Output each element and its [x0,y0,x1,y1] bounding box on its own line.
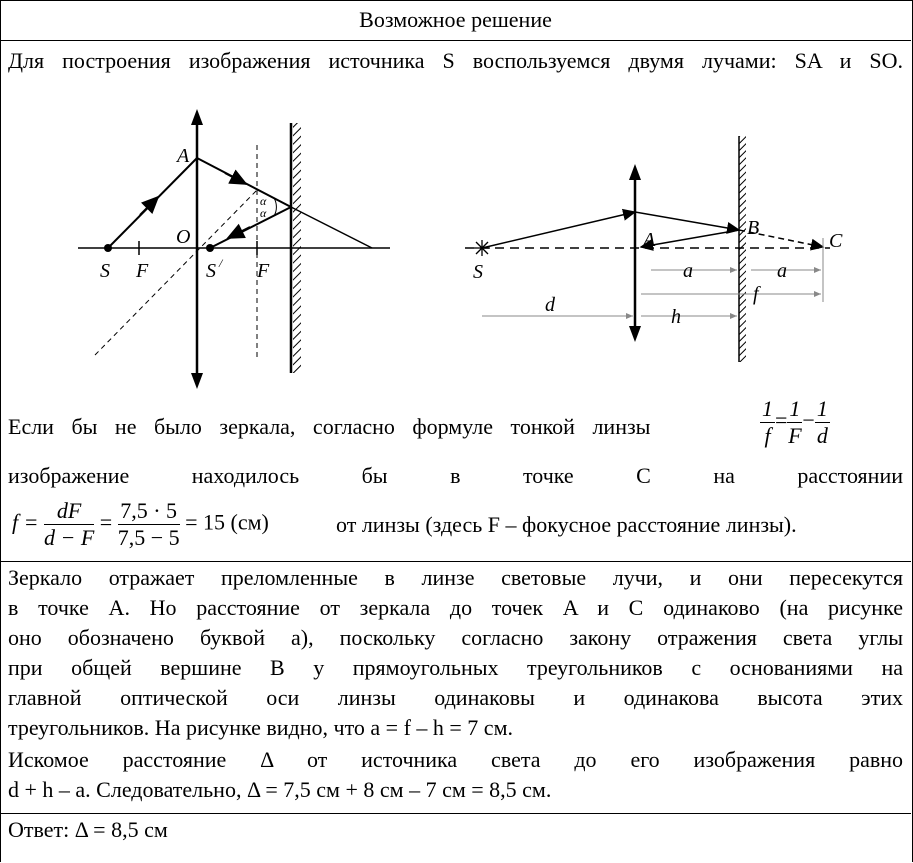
label-prime: / [219,256,223,270]
ray-lens-to-B [635,212,739,230]
formula-f-num2: 7,5 · 5 [118,498,180,525]
answer-row [8,815,903,845]
header-title: Возможное решение [0,0,911,41]
para1-line1: Если бы не было зеркала, согласно формуле тонкой линзы [8,414,651,439]
distance-formula [12,498,269,551]
formula-lens-lhs-num: 1 [762,396,773,421]
para2-line-4: при общей вершине B у прямоугольных треугольников с основаниями на [8,655,903,680]
ray-S-to-lens [482,212,635,248]
divider-1 [0,561,911,562]
answer-text: Ответ: Δ = 8,5 см [8,817,168,842]
para2 [8,563,903,743]
para3-line-2: d + h – a. Следовательно, Δ = 7,5 см + 8 см – 7 см = 8,5 см. [8,777,552,802]
label-S: S [100,260,110,282]
formula-lens-eq: = [775,407,788,433]
para2-line-6: треугольников. На рисунке видно, что a = f – h = 7 см. [8,715,513,740]
para2-line-5: главной оптической оси линзы одинаковы и одинакова высота этих [8,685,903,710]
label-A2: A [643,229,656,251]
figure-lens-mirror [60,105,410,395]
para1-line2-row [8,461,903,491]
formula-f-num1: dF [44,498,94,525]
para3 [8,745,903,805]
formula-f-lhs: f = [12,509,39,535]
divider-2 [0,813,911,814]
label-A: A [177,145,190,167]
formula-lens-t2-num: 1 [816,396,828,421]
label-d: d [545,294,555,316]
intro-text [8,46,903,76]
formula-f-den1: d − F [43,525,95,550]
formula-f-eq1: = [99,509,113,535]
formula-f-result: = 15 (см) [185,509,269,535]
distance-formula-line [8,496,903,554]
formula-lens-t2-den: d [816,423,828,448]
ray-straight-through [291,207,372,248]
label-O: O [176,226,191,248]
label-S2: S [473,261,483,283]
lens-formula-line [8,396,903,448]
para1-line3-tail: от линзы (здесь F – фокусное расстояние линзы). [336,512,797,537]
label-f: f [753,283,759,305]
figure-distances [455,130,875,370]
label-S-image: S [206,260,216,282]
point-S-image [206,244,214,252]
lens-formula [760,396,830,449]
label-F1: F [136,260,149,282]
para1-line2: изображение находилось бы в точке C на расстоянии [8,463,903,488]
ray-B-to-A [641,230,739,247]
formula-f-den2: 7,5 − 5 [117,525,180,550]
label-F2: F [257,260,270,282]
point-S [104,244,112,252]
label-alpha-2: α [260,206,267,220]
ray-reflected [210,207,291,248]
label-C: C [829,230,843,252]
intro-content: Для построения изображения источника S воспользуемся двумя лучами: SA и SO. [8,48,903,73]
label-a-2: a [777,260,787,282]
formula-lens-lhs-den: f [764,423,771,448]
label-a-1: a [683,260,693,282]
formula-lens-t1-num: 1 [789,396,801,421]
formula-lens-minus: − [802,407,815,433]
auxiliary-ray-dashed [95,190,257,355]
label-B: B [747,217,760,239]
formula-lens-t1-den: F [788,423,802,448]
para2-line-1: Зеркало отражает преломленные в линзе световые лучи, и они пересекутся [8,565,903,590]
label-alpha-1: α [260,194,267,208]
para2-line-3: оно обозначено буквой a), поскольку согласно закону отражения света углы [8,625,903,650]
para2-line-2: в точке A. Но расстояние от зеркала до точек A и C одинаково (на рисунке [8,595,903,620]
para3-line-1: Искомое расстояние Δ от источника света до его изображения равно [8,747,903,772]
label-h: h [671,306,681,328]
source-star-icon [474,240,490,256]
